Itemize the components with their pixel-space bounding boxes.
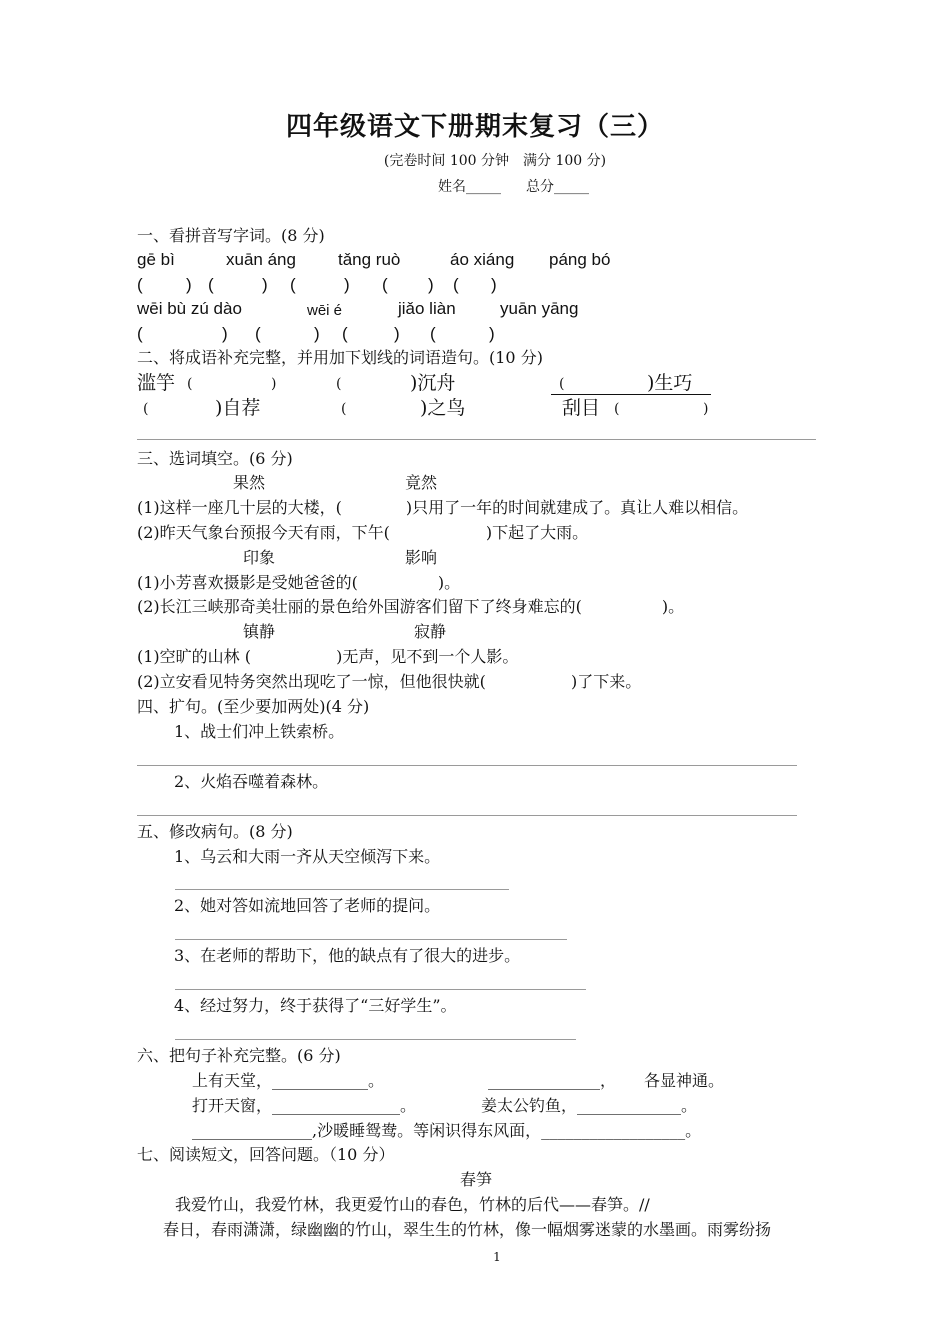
idiom-blank[interactable]: ( — [336, 376, 342, 392]
idiom-blank[interactable]: ( — [187, 376, 193, 392]
story-paragraph: 我爱竹山，我爱竹林，我更爱竹山的春色，竹林的后代——春笋。// — [175, 1195, 650, 1214]
answer-blank[interactable]: ( — [382, 275, 388, 294]
answer-blank[interactable]: ) — [314, 324, 320, 343]
story-title: 春笋 — [460, 1170, 493, 1189]
question-text: 2、火焰吞噬着森林。 — [174, 772, 329, 791]
idiom-blank[interactable]: ( — [559, 376, 565, 392]
answer-blank[interactable]: ( — [453, 275, 459, 294]
answer-line[interactable] — [175, 889, 509, 890]
idiom-blank[interactable]: ) — [271, 376, 277, 392]
idiom-4: )自荐 — [215, 397, 261, 419]
word-option: 印象 — [243, 548, 276, 567]
pinyin-2: xuān áng — [226, 250, 296, 269]
pinyin-9: yuān yāng — [500, 299, 579, 318]
sentence-fill[interactable]: 姜太公钓鱼，_____________。 — [481, 1096, 698, 1115]
pinyin-3: tǎng ruò — [338, 250, 401, 269]
word-option: 竟然 — [405, 473, 438, 492]
section-4-heading: 四、扩句。(至少要加两处)(4 分) — [137, 697, 370, 716]
idiom-blank[interactable]: ) — [703, 401, 709, 417]
answer-line[interactable] — [137, 439, 816, 440]
answer-line[interactable] — [137, 815, 797, 816]
idiom-blank[interactable]: ( — [341, 401, 347, 417]
exam-info: (完卷时间 100 分钟 满分 100 分) — [383, 153, 607, 169]
word-option: 影响 — [405, 548, 438, 567]
idiom-2: )沉舟 — [410, 372, 456, 394]
question-text: 1、战士们冲上铁索桥。 — [174, 722, 345, 741]
section-2-heading: 二、将成语补充完整，并用加下划线的词语造句。(10 分) — [137, 348, 543, 367]
sentence-fill[interactable]: _______________,沙暖睡鸳鸯。等闲识得东风面，__________________。 — [192, 1121, 702, 1140]
section-7-heading: 七、阅读短文，回答问题。（10 分） — [137, 1145, 395, 1164]
question-text: (2)立安看见特务突然出现吃了一惊，但他很快就( )了下来。 — [137, 672, 642, 691]
answer-blank[interactable]: ) — [489, 324, 495, 343]
sentence-fill[interactable]: 打开天窗，________________。 — [192, 1096, 417, 1115]
question-text: 4、经过努力，终于获得了“三好学生”。 — [174, 996, 457, 1015]
question-text: (2)昨天气象台预报今天有雨，下午( )下起了大雨。 — [137, 523, 589, 542]
word-option: 镇静 — [243, 622, 276, 641]
section-5-heading: 五、修改病句。(8 分) — [137, 822, 293, 841]
idiom-blank[interactable]: ( — [614, 401, 620, 417]
word-option: 果然 — [233, 473, 266, 492]
section-3-heading: 三、选词填空。(6 分) — [137, 449, 293, 468]
pinyin-8: jiǎo liàn — [398, 299, 456, 318]
sentence-fill[interactable]: 上有天堂，____________。 — [192, 1071, 385, 1090]
answer-blank[interactable]: ( — [137, 275, 143, 294]
answer-blank[interactable]: ( — [342, 324, 348, 343]
score-label: 总分_____ — [526, 179, 589, 195]
story-paragraph: 春日，春雨潇潇，绿幽幽的竹山，翠生生的竹林，像一幅烟雾迷蒙的水墨画。雨雾纷扬 — [163, 1220, 772, 1239]
word-option: 寂静 — [414, 622, 447, 641]
idiom-3-text: )生巧 — [647, 372, 693, 394]
pinyin-7: wēi é — [307, 302, 343, 319]
name-label: 姓名_____ — [438, 179, 501, 195]
idiom-5: )之鸟 — [420, 397, 466, 419]
answer-blank[interactable]: ) — [394, 324, 400, 343]
pinyin-6: wēi bù zú dào — [137, 299, 242, 318]
sentence-fill: 各显神通。 — [644, 1071, 725, 1090]
question-text: 3、在老师的帮助下，他的缺点有了很大的进步。 — [174, 946, 521, 965]
page-title: 四年级语文下册期末复习（三） — [285, 112, 664, 142]
answer-blank[interactable]: ) — [222, 324, 228, 343]
idiom-3-underlined — [551, 372, 711, 395]
answer-line[interactable] — [137, 765, 797, 766]
answer-blank[interactable]: ) — [491, 275, 497, 294]
answer-blank[interactable]: ) — [262, 275, 268, 294]
pinyin-5: páng bó — [549, 250, 611, 269]
section-1-heading: 一、看拼音写字词。(8 分) — [137, 226, 325, 245]
answer-blank[interactable]: ( — [290, 275, 296, 294]
answer-blank[interactable]: ( — [430, 324, 436, 343]
pinyin-4: áo xiáng — [450, 250, 515, 269]
question-text: (2)长江三峡那奇美壮丽的景色给外国游客们留下了终身难忘的( )。 — [137, 597, 685, 616]
idiom-6: 刮目 — [562, 397, 601, 419]
question-text: (1)空旷的山林 ( )无声，见不到一个人影。 — [137, 647, 519, 666]
page-number: 1 — [493, 1250, 501, 1264]
idiom-1: 滥竽 — [137, 372, 176, 394]
question-text: 1、乌云和大雨一齐从天空倾泻下来。 — [174, 847, 441, 866]
question-text: (1)这样一座几十层的大楼，( )只用了一年的时间就建成了。真让人难以相信。 — [137, 498, 749, 517]
answer-blank[interactable]: ( — [255, 324, 261, 343]
question-text: (1)小芳喜欢摄影是受她爸爸的( )。 — [137, 573, 461, 592]
answer-blank[interactable]: ) — [428, 275, 434, 294]
answer-line[interactable] — [175, 989, 586, 990]
answer-line[interactable] — [175, 939, 567, 940]
pinyin-1: gē bì — [137, 250, 175, 269]
question-text: 2、她对答如流地回答了老师的提问。 — [174, 896, 441, 915]
answer-blank[interactable]: ( — [208, 275, 214, 294]
answer-blank[interactable]: ) — [186, 275, 192, 294]
sentence-fill[interactable]: ______________， — [488, 1071, 617, 1090]
section-6-heading: 六、把句子补充完整。(6 分) — [137, 1046, 341, 1065]
answer-blank[interactable]: ) — [344, 275, 350, 294]
idiom-blank[interactable]: ( — [143, 401, 149, 417]
answer-line[interactable] — [175, 1039, 576, 1040]
answer-blank[interactable]: ( — [137, 324, 143, 343]
